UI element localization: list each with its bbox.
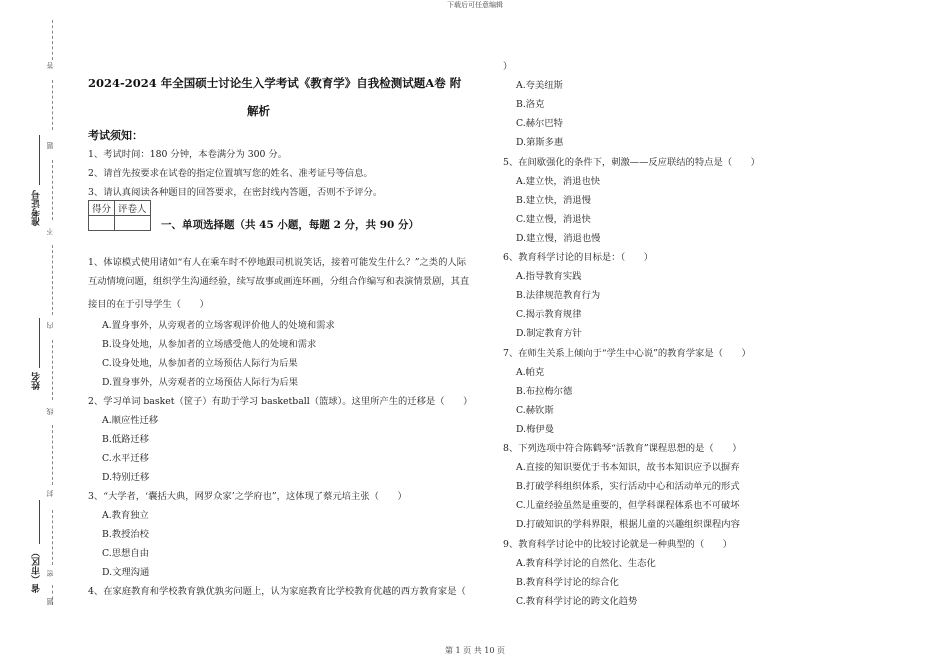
seal-char: 答 [46,62,54,69]
seal-char: 封 [46,490,54,497]
seal-char: 不 [46,228,54,235]
notice-heading: 考试须知： [88,129,143,142]
answer-option: A.教育科学讨论的自然化、生态化 [516,557,656,569]
answer-option: D.梅伊曼 [516,423,554,435]
answer-option: C.揭示教育规律 [516,309,582,321]
grader-cell [115,216,151,231]
answer-option: C.建立慢，消退快 [516,213,591,225]
score-cell [89,216,115,231]
answer-option: D.文理沟通 [102,567,150,578]
answer-option: A.帕克 [516,366,545,378]
answer-option: D.特别迁移 [102,472,150,483]
question-text: 1、体谅模式使用诸如“有人在乘车时不停地跟司机说笑话，接着可能发生什么？”之类的人际 [88,257,466,268]
answer-option: A.夸美纽斯 [516,80,563,92]
answer-option: B.法律规范教育行为 [516,290,601,302]
grader-label: 评卷人 [115,201,151,216]
seal-char: 题 [46,598,54,605]
section-title: 一、单项选择题（共 45 小题，每题 2 分，共 90 分） [161,219,419,231]
answer-option: C.赫钦斯 [516,404,554,416]
answer-option: A.顺应性迁移 [102,415,159,426]
answer-option: B.教授治校 [102,529,149,540]
answer-option: A.置身事外，从旁观者的立场客观评价他人的处境和需求 [102,320,335,331]
answer-option: C.水平迁移 [102,453,149,464]
answer-option: C.儿童经验虽然是重要的，但学科课程体系也不可破坏 [516,500,740,512]
question-text: 3、“大学者，‘囊括大典，网罗众家’之学府也”，这体现了蔡元培主张（ ） [88,491,407,502]
exam-title-line1: 2024-2024 年全国硕士讨论生入学考试《教育学》自我检测试题A卷 附 [88,76,462,90]
answer-option: C.设身处地，从参加者的立场预估人际行为后果 [102,358,298,369]
question-text: 接目的在于引导学生（ ） [88,299,209,310]
answer-option: A.指导教育实践 [516,271,582,283]
answer-option: D.打破知识的学科界限，根据儿童的兴趣组织课程内容 [516,519,740,531]
answer-option: C.教育科学讨论的跨文化趋势 [516,595,638,607]
score-table [88,200,151,231]
question-text: 9、教育科学讨论中的比较讨论就是一种典型的（ ） [503,538,733,550]
question-text: 8、下列选项中符合陈鹤琴“活教育”课程思想的是（ ） [503,443,742,454]
question-text: ） [503,61,513,72]
name-label: 姓名 [32,372,42,390]
seal-char: 题 [46,142,54,149]
answer-option: D.制定教育方针 [516,328,582,340]
province-label: 省（市区） [32,548,42,593]
answer-option: B.教育科学讨论的综合化 [516,576,619,588]
answer-option: D.建立慢，消退也慢 [516,232,601,244]
page-header: 下载后可任意编辑 [447,1,503,9]
seal-char: 内 [46,322,54,329]
answer-option: B.低路迁移 [102,434,149,445]
answer-option: B.布拉梅尔德 [516,385,573,397]
notice-item: 1、考试时间：180 分钟，本卷满分为 300 分。 [88,149,288,160]
answer-option: A.直接的知识要优于书本知识，故书本知识应予以摒弃 [516,462,740,474]
answer-option: C.思想自由 [102,548,149,559]
answer-option: D.第斯多惠 [516,137,564,149]
answer-option: B.设身处地，从参加者的立场感受他人的处境和需求 [102,339,317,350]
answer-option: C.赫尔巴特 [516,118,563,130]
score-label: 得分 [89,201,115,216]
answer-option: B.建立快，消退慢 [516,194,591,206]
exam-title-line2: 解析 [247,104,270,118]
answer-option: B.洛克 [516,99,545,111]
seal-char: 线 [46,408,54,415]
notice-item: 2、请首先按要求在试卷的指定位置填写您的姓名、准考证号等信息。 [88,168,373,179]
answer-option: A.建立快，消退也快 [516,175,601,187]
answer-option: B.打破学科组织体系，实行活动中心和活动单元的形式 [516,481,740,493]
question-text: 2、学习单词 basket（筐子）有助于学习 basketball（篮球）。这里所产生的迁移是（ ） [88,396,473,407]
answer-option: D.置身事外，从旁观者的立场预估人际行为后果 [102,377,299,388]
seal-char: 密 [46,570,54,577]
page-footer: 第 1 页 共 10 页 [445,646,505,655]
exam-number-label: 准考证号 [32,190,42,226]
question-text: 6、教育科学讨论的目标是：（ ） [503,252,654,263]
answer-option: A.教育独立 [102,510,149,521]
notice-item: 3、请认真阅读各种题目的回答要求，在密封线内答题，否则不予评分。 [88,187,383,198]
question-text: 7、在师生关系上倾向于“学生中心说”的教育学家是（ ） [503,347,751,359]
question-text: 5、在间歇强化的条件下，刺激——反应联结的特点是（ ） [503,156,760,168]
question-text: 互动情境问题，组织学生沟通经验，续写故事或画连环画，分组合作编写和表演情景剧，其直 [88,276,470,287]
question-text: 4、在家庭教育和学校教育孰优孰劣问题上，认为家庭教育比学校教育优越的西方教育家是（ [88,586,466,597]
